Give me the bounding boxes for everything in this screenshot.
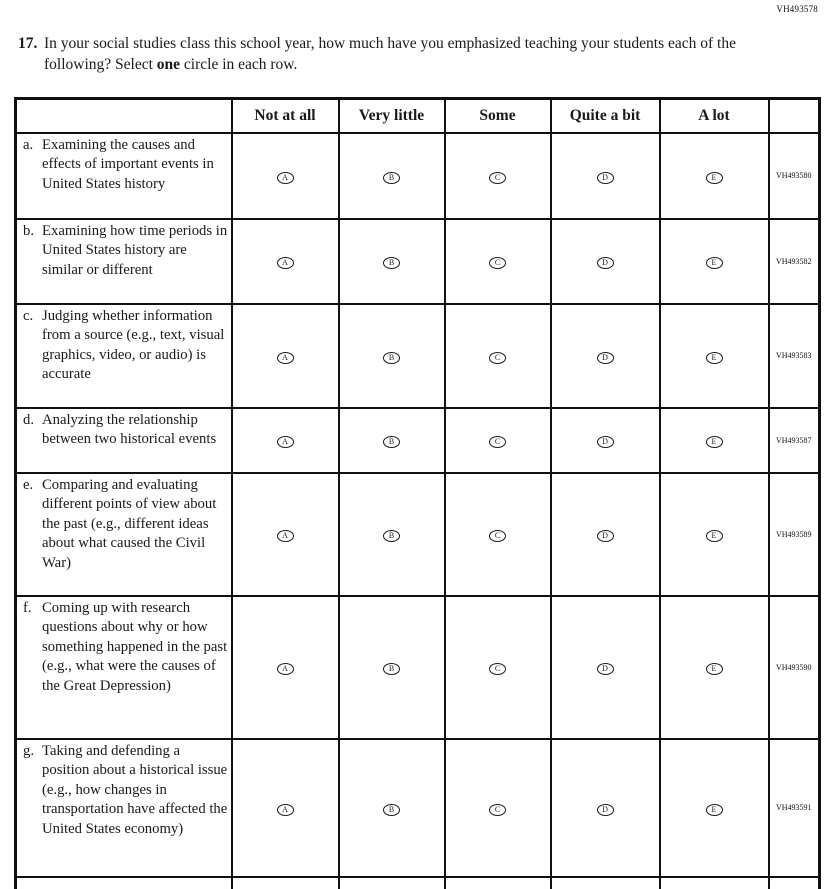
table-row-d [16,408,820,473]
answer-bubble-e[interactable]: E [706,172,723,184]
row-f-stem [16,596,232,739]
answer-bubble-a[interactable]: A [277,530,294,542]
answer-bubble-d[interactable]: D [597,352,614,364]
partial-cell [445,877,551,889]
row-b-cell-some [445,219,551,304]
row-f-cell-very-little [339,596,445,739]
row-f-label: Coming up with research questions about why or how something happened in the past (e.g., what were the causes of the Great Depression) [42,599,228,694]
row-c-letter: c. [23,307,34,324]
row-c-label: Judging whether information from a source (e.g., text, visual graphics, video, or audio) is accurate [42,307,225,382]
row-g-cell-some [445,739,551,877]
answer-bubble-d[interactable]: D [597,436,614,448]
question-text: In your social studies class this school year, how much have you emphasized teaching your students each of the following? Select one circle in each row. [44,35,736,73]
answer-bubble-a[interactable]: A [277,436,294,448]
answer-bubble-c[interactable]: C [489,804,506,816]
row-e-code: VH493589 [769,473,820,596]
question-17 [18,33,736,75]
row-d-cell-not-at-all [232,408,339,473]
answer-bubble-a[interactable]: A [277,257,294,269]
row-a-cell-very-little [339,133,445,219]
answer-bubble-c[interactable]: C [489,436,506,448]
row-g-cell-not-at-all [232,739,339,877]
answer-bubble-c[interactable]: C [489,257,506,269]
partial-cell [339,877,445,889]
row-b-cell-quite-a-bit [551,219,660,304]
row-a-cell-quite-a-bit [551,133,660,219]
col-header-a-lot: A lot [660,99,769,133]
answer-bubble-b[interactable]: B [383,172,400,184]
answer-bubble-c[interactable]: C [489,172,506,184]
partial-stem-cell [16,877,232,889]
answer-bubble-b[interactable]: B [383,257,400,269]
table-row-partial-clipped [16,877,820,889]
row-f-letter: f. [23,599,32,616]
row-b-cell-not-at-all [232,219,339,304]
row-b-code: VH493582 [769,219,820,304]
row-b-cell-very-little [339,219,445,304]
row-f-cell-quite-a-bit [551,596,660,739]
row-e-cell-not-at-all [232,473,339,596]
answer-bubble-e[interactable]: E [706,436,723,448]
table-row-b [16,219,820,304]
col-header-very-little: Very little [339,99,445,133]
col-header-some: Some [445,99,551,133]
table-row-g [16,739,820,877]
row-d-label: Analyzing the relationship between two historical events [42,411,217,447]
row-e-cell-a-lot [660,473,769,596]
row-g-stem [16,739,232,877]
row-d-stem [16,408,232,473]
row-a-letter: a. [23,136,34,153]
partial-cell [551,877,660,889]
answer-bubble-a[interactable]: A [277,804,294,816]
question-bold-word: one [156,56,181,73]
row-a-cell-not-at-all [232,133,339,219]
row-g-cell-a-lot [660,739,769,877]
answer-bubble-e[interactable]: E [706,257,723,269]
row-e-cell-very-little [339,473,445,596]
row-d-cell-very-little [339,408,445,473]
row-e-cell-some [445,473,551,596]
answer-bubble-e[interactable]: E [706,530,723,542]
answer-bubble-b[interactable]: B [383,663,400,675]
row-a-stem [16,133,232,219]
row-f-cell-not-at-all [232,596,339,739]
answer-bubble-e[interactable]: E [706,663,723,675]
row-d-cell-quite-a-bit [551,408,660,473]
row-c-cell-quite-a-bit [551,304,660,408]
answer-bubble-d[interactable]: D [597,663,614,675]
partial-cell [232,877,339,889]
row-c-stem [16,304,232,408]
row-b-letter: b. [23,222,35,239]
row-e-label: Comparing and evaluating different points of view about the past (e.g., different ideas about what caused the Civil War) [42,476,217,571]
answer-bubble-a[interactable]: A [277,352,294,364]
row-a-cell-a-lot [660,133,769,219]
row-b-label: Examining how time periods in United States history are similar or different [42,222,228,278]
answer-bubble-d[interactable]: D [597,257,614,269]
code-header-empty [769,99,820,133]
row-g-code: VH493591 [769,739,820,877]
row-d-letter: d. [23,411,35,428]
answer-bubble-a[interactable]: A [277,663,294,675]
answer-bubble-c[interactable]: C [489,352,506,364]
row-a-cell-some [445,133,551,219]
row-e-cell-quite-a-bit [551,473,660,596]
response-grid [14,97,821,889]
row-g-letter: g. [23,742,35,759]
answer-bubble-d[interactable]: D [597,172,614,184]
answer-bubble-b[interactable]: B [383,352,400,364]
table-row-f [16,596,820,739]
row-g-cell-very-little [339,739,445,877]
row-c-cell-very-little [339,304,445,408]
row-f-cell-some [445,596,551,739]
row-f-code: VH493590 [769,596,820,739]
answer-bubble-a[interactable]: A [277,172,294,184]
row-e-stem [16,473,232,596]
answer-bubble-c[interactable]: C [489,663,506,675]
row-d-cell-a-lot [660,408,769,473]
row-a-code: VH493580 [769,133,820,219]
page-accession-code: VH493578 [776,4,818,14]
row-g-cell-quite-a-bit [551,739,660,877]
answer-bubble-c[interactable]: C [489,530,506,542]
col-header-not-at-all: Not at all [232,99,339,133]
answer-bubble-b[interactable]: B [383,530,400,542]
header-row [16,99,820,133]
table-row-a [16,133,820,219]
partial-cell [660,877,769,889]
row-c-code: VH493583 [769,304,820,408]
stem-header-empty [16,99,232,133]
row-c-cell-some [445,304,551,408]
row-c-cell-a-lot [660,304,769,408]
partial-code-cell [769,877,820,889]
answer-bubble-e[interactable]: E [706,804,723,816]
row-e-letter: e. [23,476,34,493]
table-row-c [16,304,820,408]
col-header-quite-a-bit: Quite a bit [551,99,660,133]
row-a-label: Examining the causes and effects of important events in United States history [42,136,214,192]
row-b-cell-a-lot [660,219,769,304]
answer-bubble-b[interactable]: B [383,436,400,448]
row-d-cell-some [445,408,551,473]
question-number: 17. [18,35,38,52]
answer-bubble-d[interactable]: D [597,530,614,542]
answer-bubble-b[interactable]: B [383,804,400,816]
answer-bubble-d[interactable]: D [597,804,614,816]
row-g-label: Taking and defending a position about a historical issue (e.g., how changes in transportation have affected the United States economy) [42,742,228,837]
answer-bubble-e[interactable]: E [706,352,723,364]
row-f-cell-a-lot [660,596,769,739]
row-c-cell-not-at-all [232,304,339,408]
table-row-e [16,473,820,596]
row-d-code: VH493587 [769,408,820,473]
row-b-stem [16,219,232,304]
